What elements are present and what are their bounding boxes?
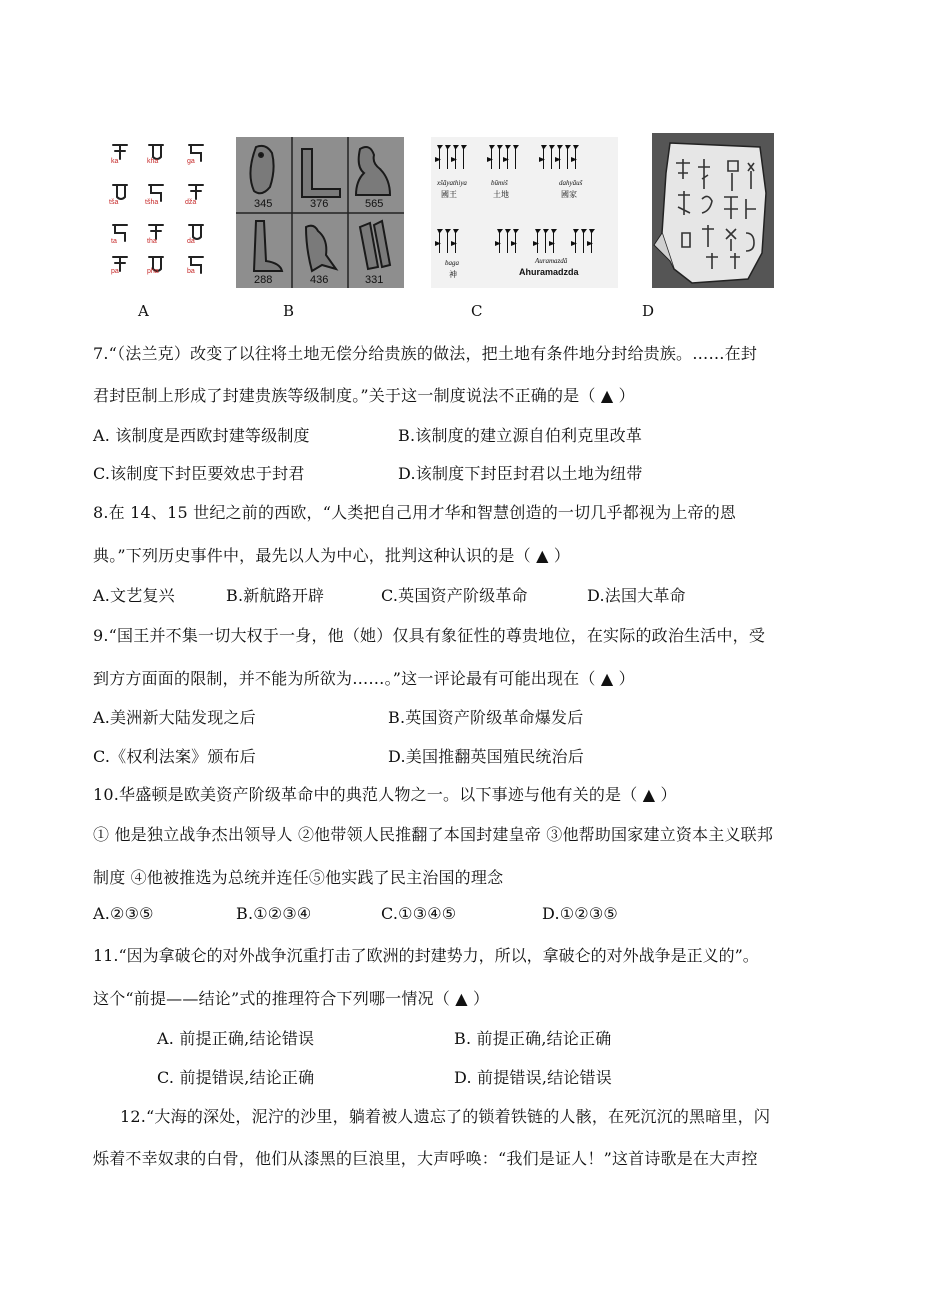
figure-a-label: ga (187, 158, 195, 165)
figure-c-chinese: 國王 (441, 190, 457, 199)
figure-b-hieroglyphs (236, 137, 404, 288)
figure-a-label: da (187, 238, 195, 245)
figure-c-latin: būmiš (491, 179, 508, 187)
figure-c-latin: baga (445, 259, 459, 267)
figure-a-label: pha (147, 268, 159, 275)
figure-b-number: 331 (365, 274, 384, 286)
figure-b-drawing (236, 137, 404, 288)
figure-a-label: tha (147, 238, 157, 245)
figure-a-label: pa (111, 268, 119, 275)
script-glyph (189, 225, 203, 239)
figure-b-number: 345 (254, 198, 273, 210)
q8-stem-line2: 典。”下列历史事件中，最先以人为中心，批判这种认识的是（ ▲ ） (93, 546, 571, 565)
figure-c-latin: Auramazdā (535, 257, 568, 265)
q11-stem-line1: 11.“因为拿破仑的对外战争沉重打击了欧洲的封建势力，所以，拿破仑的对外战争是正义的”。 (93, 946, 759, 965)
q10-option-c: C.①③④⑤ (381, 904, 457, 923)
figure-d-oracle-bone (652, 133, 774, 288)
figure-b-number: 565 (365, 198, 384, 210)
figure-a-label: dža (185, 199, 197, 206)
figure-c-name: Ahuramadzda (519, 267, 579, 277)
q9-option-b: B.英国资产阶级革命爆发后 (388, 708, 584, 727)
q11-option-c: C. 前提错误,结论正确 (157, 1068, 315, 1087)
q10-stem-line3: 制度 ④他被推选为总统并连任⑤他实践了民主治国的理念 (93, 868, 504, 887)
figure-c-chinese: 神 (449, 270, 457, 279)
figure-a-label: tša (109, 199, 119, 206)
q12-stem-line2: 烁着不幸奴隶的白骨，他们从漆黑的巨浪里，大声呼唤：“我们是证人！”这首诗歌是在大声控 (93, 1149, 758, 1168)
q11-stem-line2: 这个“前提——结论”式的推理符合下列哪一情况（ ▲ ） (93, 989, 490, 1008)
q8-option-a: A.文艺复兴 (93, 586, 175, 605)
figure-a-label: ka (111, 158, 119, 165)
figure-b-caption: B (283, 302, 295, 320)
figure-b-number: 376 (310, 198, 329, 210)
q7-stem-line2: 君封臣制上形成了封建贵族等级制度。”关于这一制度说法不正确的是（ ▲ ） (93, 386, 635, 405)
figure-c-caption: C (471, 302, 483, 320)
q10-stem-line2: ① 他是独立战争杰出领导人 ②他带领人民推翻了本国封建皇帝 ③他帮助国家建立资本主义联邦 (93, 825, 774, 844)
q7-option-a: A. 该制度是西欧封建等级制度 (93, 426, 310, 445)
figure-c-latin: dahyāuš (559, 179, 583, 187)
figure-a-label: tšha (145, 199, 159, 206)
figure-b-number: 436 (310, 274, 329, 286)
q8-option-b: B.新航路开辟 (226, 586, 325, 605)
figure-a-label: ta (111, 238, 117, 245)
q9-option-a: A.美洲新大陆发现之后 (93, 708, 256, 727)
q10-option-d: D.①②③⑤ (542, 904, 618, 923)
q7-option-b: B.该制度的建立源自伯利克里改革 (398, 426, 643, 445)
script-glyph (189, 185, 203, 199)
q10-option-b: B.①②③④ (236, 904, 312, 923)
figure-c-drawing (431, 137, 618, 288)
q9-option-d: D.美国推翻英国殖民统治后 (388, 747, 584, 766)
figure-a-brahmi-script (103, 133, 215, 288)
figure-c-chinese: 土地 (493, 190, 509, 199)
bone-fragment (662, 143, 766, 283)
q7-option-d: D.该制度下封臣封君以土地为纽带 (398, 464, 643, 483)
q9-option-c: C.《权利法案》颁布后 (93, 747, 256, 766)
q9-stem-line1: 9.“国王并不集一切大权于一身，他（她）仅具有象征性的尊贵地位，在实际的政治生活中，受 (93, 626, 766, 645)
figure-a-caption: A (138, 302, 149, 320)
q10-option-a: A.②③⑤ (93, 904, 154, 923)
figure-a-label: kha (147, 158, 159, 165)
q11-option-d: D. 前提错误,结论错误 (454, 1068, 612, 1087)
figure-b-number: 288 (254, 274, 273, 286)
q10-stem-line1: 10.华盛顿是欧美资产阶级革命中的典范人物之一。以下事迹与他有关的是（ ▲ ） (93, 785, 677, 804)
q7-option-c: C.该制度下封臣要效忠于封君 (93, 464, 305, 483)
q11-option-b: B. 前提正确,结论正确 (454, 1029, 612, 1048)
script-glyph (149, 145, 163, 159)
figure-c-chinese: 國家 (561, 190, 577, 199)
figure-c-latin: xšāyathiya (437, 179, 467, 187)
figure-a-label: ba (187, 268, 195, 275)
script-glyph (113, 185, 127, 199)
figure-a-drawing (103, 133, 215, 288)
figure-d-caption: D (642, 302, 655, 320)
q8-option-d: D.法国大革命 (587, 586, 686, 605)
q8-option-c: C.英国资产阶级革命 (381, 586, 528, 605)
q8-stem-line1: 8.在 14、15 世纪之前的西欧，“人类把自己用才华和智慧创造的一切几乎都视为上帝的恩 (93, 503, 737, 522)
q7-stem-line1: 7.“（法兰克）改变了以往将土地无偿分给贵族的做法，把土地有条件地分封给贵族。……在封 (93, 344, 758, 363)
q12-stem-line1: 12.“大海的深处，泥泞的沙里，躺着被人遗忘了的锁着铁链的人骸，在死沉沉的黑暗里，闪 (120, 1107, 771, 1126)
q9-stem-line2: 到方方面面的限制，并不能为所欲为……。”这一评论最有可能出现在（ ▲ ） (93, 669, 635, 688)
figure-c-cuneiform (431, 137, 618, 288)
script-glyph (113, 145, 127, 159)
figure-d-drawing (652, 133, 774, 288)
q11-option-a: A. 前提正确,结论错误 (157, 1029, 315, 1048)
script-glyph (149, 225, 163, 239)
